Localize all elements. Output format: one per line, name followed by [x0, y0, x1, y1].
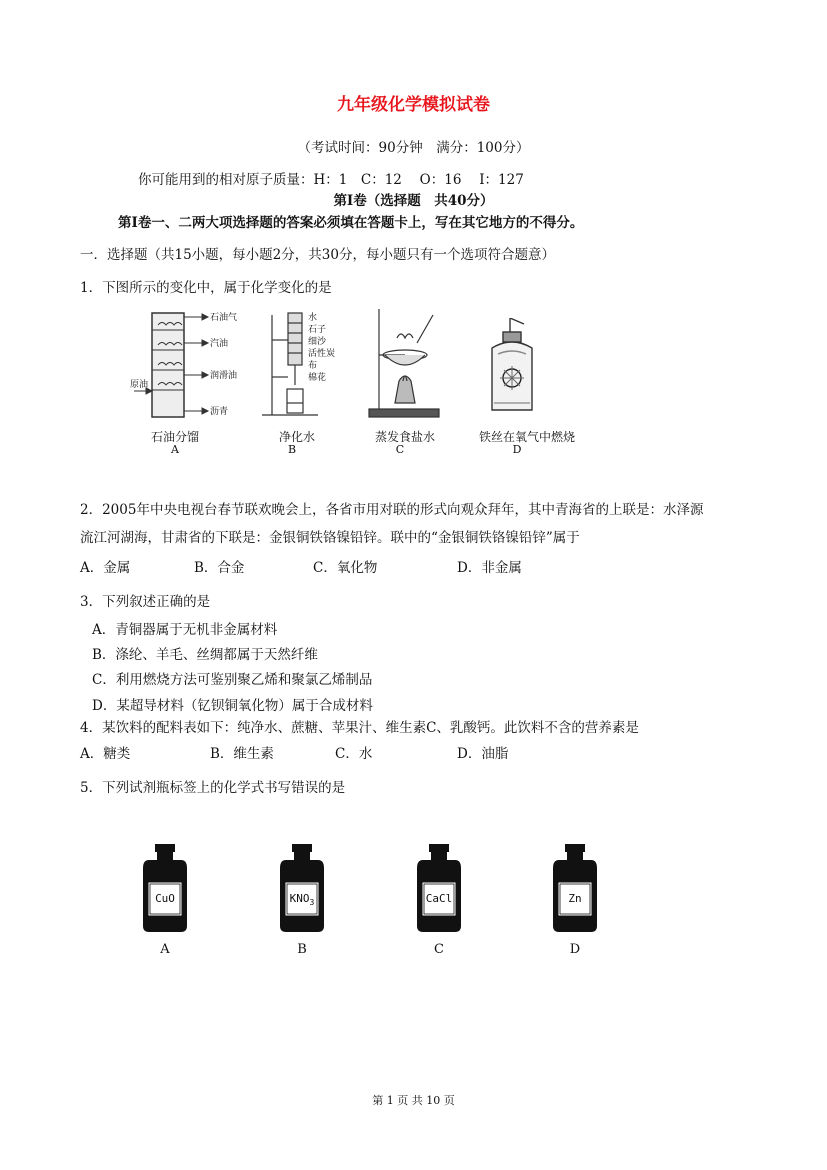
q4-option-b: B．维生素: [210, 746, 274, 762]
figure-c-evaporation: [365, 303, 445, 420]
label-a-5: 沥青: [210, 407, 229, 417]
caption-b: 净化水: [278, 430, 315, 444]
reagent-bottle-a: [137, 842, 193, 962]
q2-line1: 2．2005年中央电视台春节联欢晚会上，各省市用对联的形式向观众拜年，其中青海省的上联是：水泽源: [80, 502, 704, 518]
q4-option-c: C．水: [335, 746, 373, 762]
atomic-mass: 你可能用到的相对原子质量：H：1 C：12 O：16 I：127: [138, 172, 524, 188]
section-heading: 一．选择题（共15小题，每小题2分，共30分，每小题只有一个选项符合题意）: [80, 247, 555, 263]
letter-a: A: [171, 443, 179, 456]
q4-option-d: D．油脂: [457, 746, 509, 762]
label-a-4: 原油: [130, 380, 149, 390]
q3-option-a: A．青铜器属于无机非金属材料: [92, 622, 278, 638]
formula-text: Zn: [568, 892, 582, 905]
caption-c: 蒸发食盐水: [374, 430, 435, 444]
formula-text: CuO: [155, 892, 175, 905]
bottle-letter-d: D: [569, 942, 581, 957]
reagent-bottle-b: [274, 842, 330, 962]
label-a-2: 汽油: [210, 339, 229, 349]
label-b-2: 石子: [308, 325, 327, 335]
q2-line2: 流江河湖海，甘肃省的下联是：金银铜铁铬镍铅锌。联中的“金银铜铁铬镍铅锌”属于: [80, 530, 580, 546]
volume-heading: 第Ⅰ卷（选择题 共40分）: [333, 193, 494, 209]
q3-option-c: C．利用燃烧方法可鉴别聚乙烯和聚氯乙烯制品: [92, 672, 373, 688]
q5-stem: 5．下列试剂瓶标签上的化学式书写错误的是: [80, 780, 346, 796]
q2-option-b: B．合金: [194, 560, 245, 576]
reagent-bottle-d: [547, 842, 603, 962]
q3-option-b: B．涤纶、羊毛、丝绸都属于天然纤维: [92, 647, 318, 663]
q2-option-a: A．金属: [80, 560, 131, 576]
caption-a: 石油分馏: [150, 430, 199, 444]
label-b-3: 细沙: [308, 337, 327, 347]
q4-option-a: A．糖类: [80, 746, 131, 762]
formula-text: KNO: [289, 892, 310, 905]
q4-stem: 4．某饮料的配料表如下：纯净水、蔗糖、苹果汁、维生素C、乳酸钙。此饮料不含的营养素是: [80, 720, 639, 736]
caption-d: 铁丝在氧气中燃烧: [478, 430, 575, 444]
letter-c: C: [395, 443, 405, 456]
page-title: 九年级化学模拟试卷: [337, 95, 490, 115]
figure-b-water-purification: [258, 305, 348, 420]
reagent-bottle-c: [411, 842, 467, 962]
letter-d: D: [512, 443, 522, 456]
label-b-5: 布: [308, 361, 318, 371]
instruction: 第Ⅰ卷一、二两大项选择题的答案必须填在答题卡上，写在其它地方的不得分。: [118, 215, 584, 231]
formula-text: CaCl: [425, 892, 453, 905]
label-b-1: 水: [308, 313, 318, 323]
q1-stem: 1．下图所示的变化中，属于化学变化的是: [80, 280, 332, 296]
label-a-3: 润滑油: [210, 371, 238, 381]
q2-option-d: D．非金属: [457, 560, 522, 576]
bottle-label-a: [137, 892, 193, 905]
figure-a-fractional-distillation: [130, 305, 240, 420]
bottle-letter-a: A: [160, 942, 170, 957]
bottle-label-c: [411, 892, 467, 905]
bottle-letter-c: C: [434, 942, 444, 957]
label-a-1: 石油气: [210, 313, 238, 323]
page-footer: 第 1 页 共 10 页: [372, 1094, 455, 1107]
figure-d-iron-combustion: [480, 318, 550, 420]
q3-stem: 3．下列叙述正确的是: [80, 594, 211, 610]
exam-info: （考试时间：90分钟 满分：100分）: [297, 140, 530, 156]
bottle-label-b: [274, 892, 330, 907]
q2-option-c: C．氧化物: [313, 560, 378, 576]
label-b-4: 活性炭: [308, 349, 336, 359]
bottle-label-d: [547, 892, 603, 905]
label-b-6: 棉花: [308, 373, 327, 383]
formula-subscript: 3: [309, 898, 315, 908]
letter-b: B: [287, 443, 297, 456]
q3-option-d: D．某超导材料（钇钡铜氧化物）属于合成材料: [92, 698, 373, 714]
bottle-letter-b: B: [297, 942, 307, 957]
